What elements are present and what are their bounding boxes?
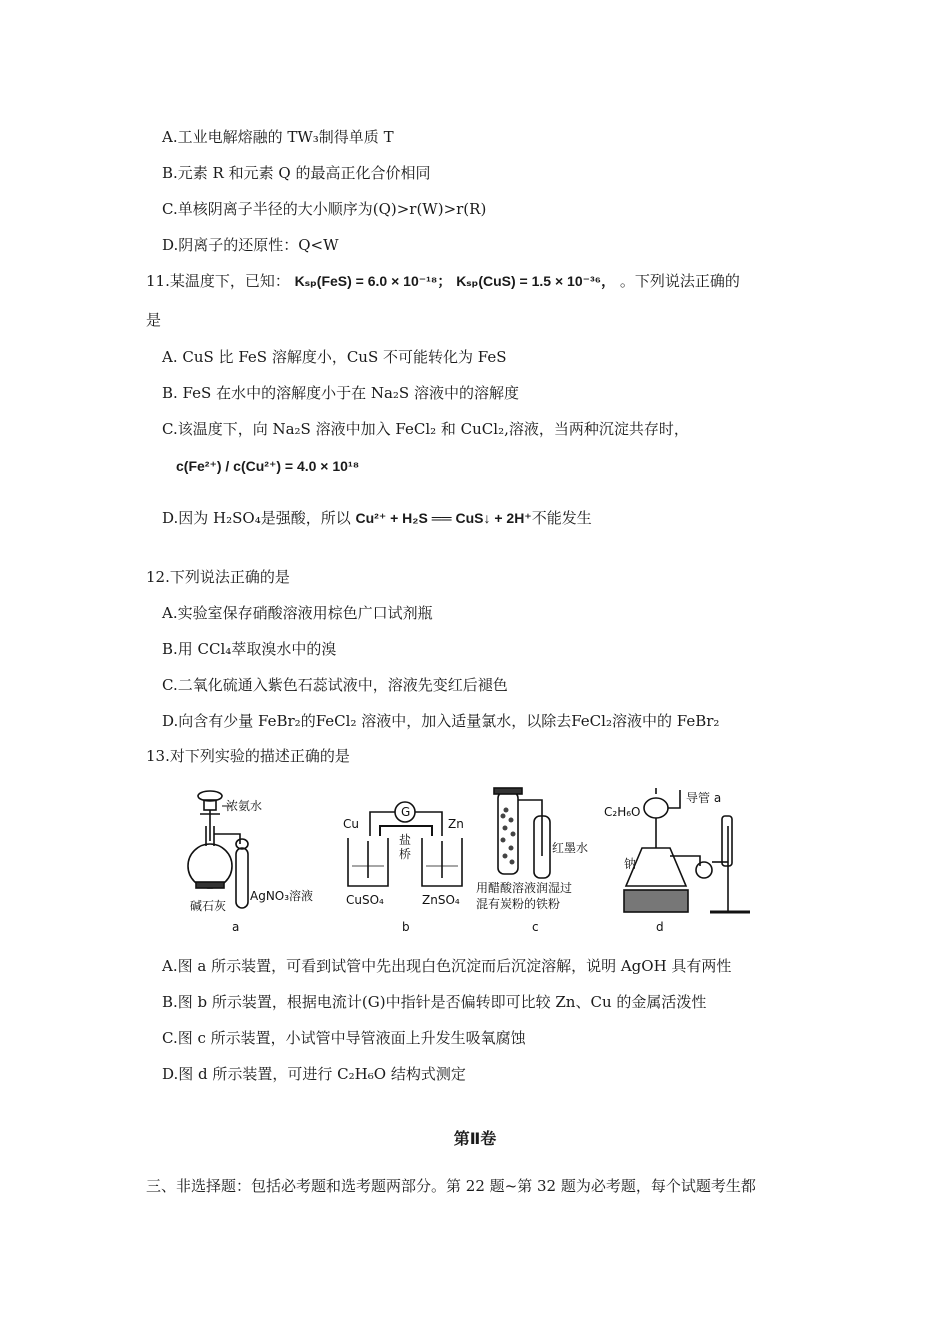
- q11-stem: [146, 271, 740, 291]
- q11-option-d: [162, 508, 592, 528]
- apparatus-b-caption: b: [402, 920, 410, 934]
- q12-stem: 12.下列说法正确的是: [146, 568, 290, 586]
- q12-option-b: B.用 CCl₄萃取溴水中的溴: [162, 640, 337, 658]
- q11-option-d-suffix: 不能发生: [531, 509, 592, 527]
- apparatus-b-label-cu: Cu: [343, 817, 359, 831]
- apparatus-c-label-line1: 用醋酸溶液润湿过: [476, 881, 573, 895]
- q11-option-c: C.该温度下，向 Na₂S 溶液中加入 FeCl₂ 和 CuCl₂,溶液，当两种沉淀共存时，: [162, 420, 689, 438]
- q11-option-d-formula: Cu²⁺ + H₂S ══ CuS↓ + 2H⁺: [355, 510, 532, 526]
- q11-ksp-fes: Kₛₚ(FeS) = 6.0 × 10⁻¹⁸；: [294, 273, 452, 289]
- q11-option-a: A. CuS 比 FeS 溶解度小，CuS 不可能转化为 FeS: [162, 348, 507, 366]
- apparatus-b-label-znso4: ZnSO₄: [422, 893, 460, 907]
- apparatus-a-caption: a: [232, 920, 240, 934]
- q12-option-c: C.二氧化硫通入紫色石蕊试液中，溶液先变红后褪色: [162, 676, 508, 694]
- section-title: 第Ⅱ卷: [453, 1129, 497, 1148]
- q10-option-d: D.阴离子的还原性：Q<W: [162, 236, 339, 254]
- apparatus-a-label-soda-lime: 碱石灰: [190, 899, 227, 913]
- q11-option-c-formula: c(Fe²⁺) / c(Cu²⁺) = 4.0 × 10¹⁸: [176, 458, 360, 474]
- apparatus-b-label-salt: 盐: [399, 833, 412, 847]
- apparatus-d-label-tube-a: 导管 a: [686, 791, 722, 805]
- apparatus-c-label-line2: 混有炭粉的铁粉: [476, 897, 561, 911]
- apparatus-d-label-sodium: 钠: [624, 857, 637, 871]
- apparatus-b-label-bridge: 桥: [399, 847, 412, 861]
- q10-option-a: A.工业电解熔融的 TW₃制得单质 T: [162, 128, 394, 146]
- apparatus-a-label-ammonia: 浓氨水: [226, 799, 263, 813]
- q12-option-d: D.向含有少量 FeBr₂的FeCl₂ 溶液中，加入适量氯水，以除去FeCl₂溶液中的 FeBr₂: [162, 712, 720, 730]
- q13-option-a: A.图 a 所示装置，可看到试管中先出现白色沉淀而后沉淀溶解，说明 AgOH 具有两性: [162, 957, 732, 975]
- q13-option-d: D.图 d 所示装置，可进行 C₂H₆O 结构式测定: [162, 1065, 466, 1083]
- apparatus-c-label-red-ink: 红墨水: [552, 841, 589, 855]
- q10-option-b: B.元素 R 和元素 Q 的最高正化合价相同: [162, 164, 431, 182]
- apparatus-c: [494, 788, 550, 878]
- q10-option-c: C.单核阴离子半径的大小顺序为(Q)>r(W)>r(R): [162, 200, 487, 218]
- q13-option-c: C.图 c 所示装置，小试管中导管液面上升发生吸氧腐蚀: [162, 1029, 526, 1047]
- q13-stem: 13.对下列实验的描述正确的是: [146, 747, 350, 765]
- q11-ksp-cus: Kₛₚ(CuS) = 1.5 × 10⁻³⁶，: [456, 273, 616, 289]
- apparatus-a-label-agno3: AgNO₃溶液: [250, 889, 314, 903]
- section3-intro: 三、非选择题：包括必考题和选考题两部分。第 22 题~第 32 题为必考题，每个试题考生都: [146, 1177, 756, 1195]
- q11-option-d-prefix: D.因为 H₂SO₄是强酸，所以: [162, 509, 351, 527]
- apparatus-d-label-ethanol: C₂H₆O: [604, 805, 641, 819]
- apparatus-d: [624, 788, 750, 912]
- apparatus-b-label-zn: Zn: [448, 817, 464, 831]
- q12-option-a: A.实验室保存硝酸溶液用棕色广口试剂瓶: [162, 604, 433, 622]
- apparatus-b-label-galvanometer: G: [401, 805, 411, 819]
- q13-option-b: B.图 b 所示装置，根据电流计(G)中指针是否偏转即可比较 Zn、Cu 的金属活泼性: [162, 993, 707, 1011]
- q13-apparatus-figure: [180, 786, 760, 936]
- apparatus-d-caption: d: [656, 920, 664, 934]
- apparatus-b-label-cuso4: CuSO₄: [346, 893, 384, 907]
- q11-option-b: B. FeS 在水中的溶解度小于在 Na₂S 溶液中的溶解度: [162, 384, 519, 402]
- apparatus-c-caption: c: [532, 920, 539, 934]
- q11-stem-prefix: 11.某温度下，已知：: [146, 272, 290, 290]
- q11-stem-cont: 是: [146, 311, 162, 329]
- q11-stem-suffix: 。下列说法正确的: [619, 272, 740, 290]
